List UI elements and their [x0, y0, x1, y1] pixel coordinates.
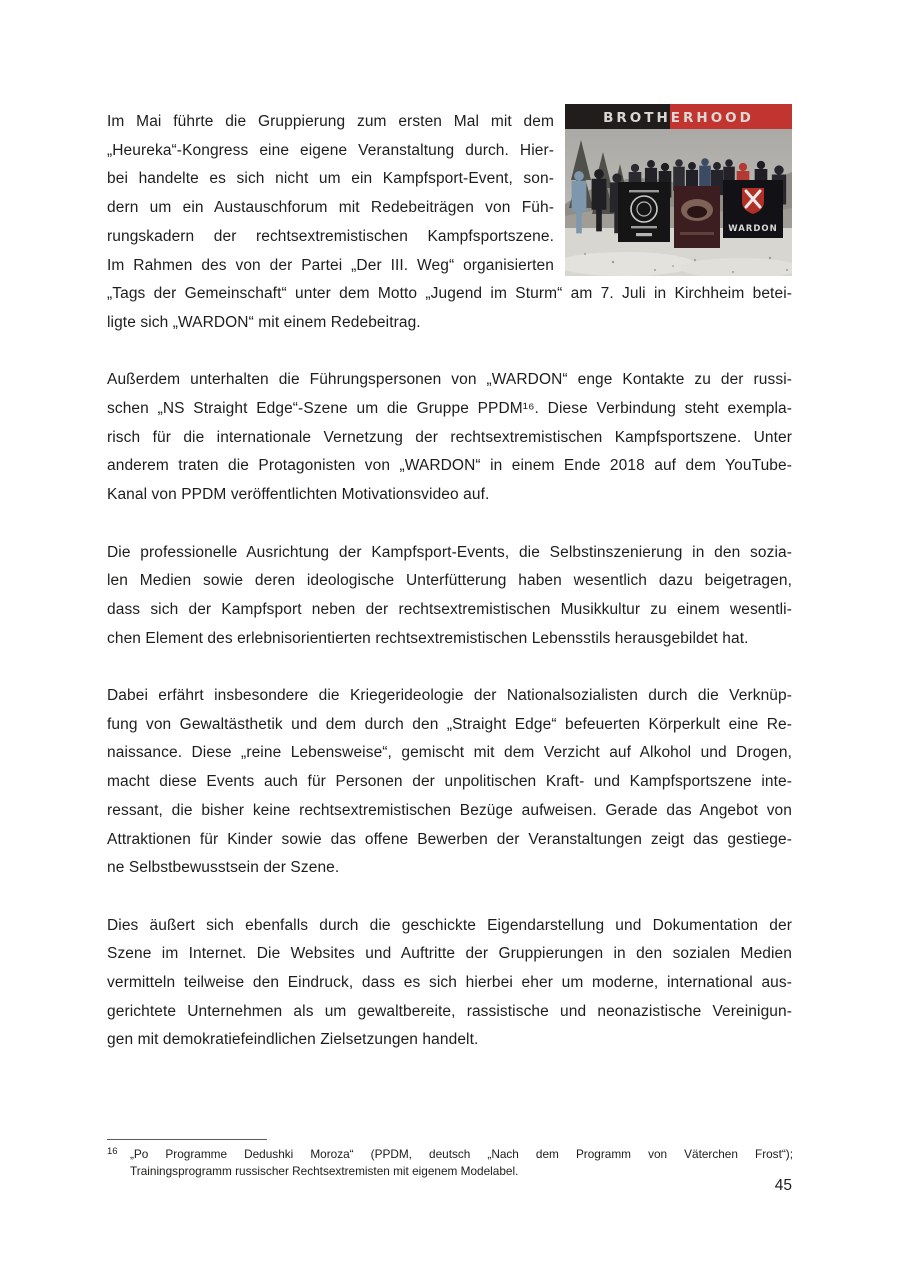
text-line: Außerdem unterhalten die Führungspersonen von „WARDON“ enge Kontakte zu der russi- — [107, 371, 792, 389]
text-line: Szene im Internet. Die Websites und Auftritte der Gruppierungen in den sozialen Medien — [107, 945, 792, 963]
brotherhood-title: BROTHERHOOD — [603, 110, 754, 126]
red-banner — [674, 186, 720, 248]
text-line: len Medien sowie deren ideologische Unterfütterung haben wesentlich dazu beigetragen, — [107, 572, 792, 590]
footnote — [107, 1146, 793, 1180]
text-line: anderem traten die Protagonisten von „WARDON“ in einem Ende 2018 auf dem YouTube- — [107, 457, 792, 475]
text-line: gerichtete Unternehmen als um gewaltbereite, rassistische und neonazistische Vereinigun- — [107, 1002, 792, 1020]
text-line: Attraktionen für Kinder sowie das offene Bewerben der Veranstaltungen zeigt das gestiege- — [107, 830, 792, 848]
emblem-banner — [618, 182, 670, 242]
text-line: gen mit demokratiefeindlichen Zielsetzungen handelt. — [107, 1031, 479, 1049]
text-line: risch für die internationale Vernetzung der rechtsextremistischen Kampfsportszene. Unter — [107, 428, 792, 446]
text-line: Dies äußert sich ebenfalls durch die geschickte Eigendarstellung und Dokumentation der — [107, 916, 792, 934]
text-line: ressant, die bisher keine rechtsextremistischen Bezüge aufweisen. Gerade das Angebot von — [107, 801, 792, 819]
brotherhood-group-photo — [565, 104, 792, 276]
text-line: schen „NS Straight Edge“-Szene um die Gruppe PPDM¹⁶. Diese Verbindung steht exempla- — [107, 400, 792, 418]
text-line: dern um ein Austauschforum mit Redebeiträgen von Füh- — [107, 199, 554, 217]
text-line: „Heureka“-Kongress eine eigene Veranstaltung durch. Hier- — [107, 141, 554, 159]
paragraph — [107, 366, 792, 510]
text-line: ligte sich „WARDON“ mit einem Redebeitrag. — [107, 313, 421, 331]
footnote-line: „Po Programme Dedushki Moroza“ (PPDM, deutsch „Nach dem Programm von Väterchen Frost“); — [130, 1147, 793, 1161]
text-line: fung von Gewaltästhetik und dem durch den „Straight Edge“ befeuerten Körperkult eine Re- — [107, 715, 792, 733]
text-line: chen Element des erlebnisorientierten rechtsextremistischen Lebensstils herausgebildet hat. — [107, 629, 749, 647]
text-line: macht diese Events auch für Personen der unpolitischen Kraft- und Kampfsportszene inte- — [107, 773, 792, 791]
wardon-banner — [723, 180, 783, 238]
paragraph — [107, 108, 792, 338]
text-line: „Tags der Gemeinschaft“ unter dem Motto „Jugend im Sturm“ am 7. Juli in Kirchheim betei- — [107, 285, 792, 303]
text-line: naissance. Diese „reine Lebensweise“, gemischt mit dem Verzicht auf Alkohol und Drogen, — [107, 744, 792, 762]
text-line: Dabei erfährt insbesondere die Kriegerideologie der Nationalsozialisten durch die Verknüp- — [107, 687, 792, 705]
footnote-separator — [107, 1139, 267, 1140]
page-number: 45 — [774, 1177, 792, 1194]
wardon-banner-label: WARDON — [728, 224, 778, 234]
text-line: rungskadern der rechtsextremistischen Kampfsportszene. — [107, 227, 554, 245]
text-line: Im Mai führte die Gruppierung zum ersten Mal mit dem — [107, 113, 554, 130]
text-line: bei handelte es sich nicht um ein Kampfsport-Event, son- — [107, 170, 554, 188]
footnote-text — [130, 1146, 793, 1180]
paragraph — [107, 682, 792, 883]
text-column — [107, 108, 792, 1084]
text-line: dass sich der Kampfsport neben der rechtsextremistischen Musikkultur zu einem wesentli- — [107, 600, 792, 618]
paragraph — [107, 912, 792, 1056]
text-line: Die professionelle Ausrichtung der Kampfsport-Events, die Selbstinszenierung in den sozia- — [107, 543, 792, 561]
footnote-marker: 16 — [107, 1146, 118, 1157]
text-line: Kanal von PPDM veröffentlichten Motivationsvideo auf. — [107, 486, 490, 504]
footnote-line: Trainingsprogramm russischer Rechtsextremisten mit eigenem Modelabel. — [130, 1163, 519, 1178]
paragraph — [107, 539, 792, 654]
text-line: vermitteln teilweise den Eindruck, dass es sich hierbei eher um moderne, international aus- — [107, 974, 792, 992]
text-line: Im Rahmen des von der Partei „Der III. Weg“ organisierten — [107, 256, 554, 274]
text-line: ne Selbstbewusstsein der Szene. — [107, 859, 340, 877]
